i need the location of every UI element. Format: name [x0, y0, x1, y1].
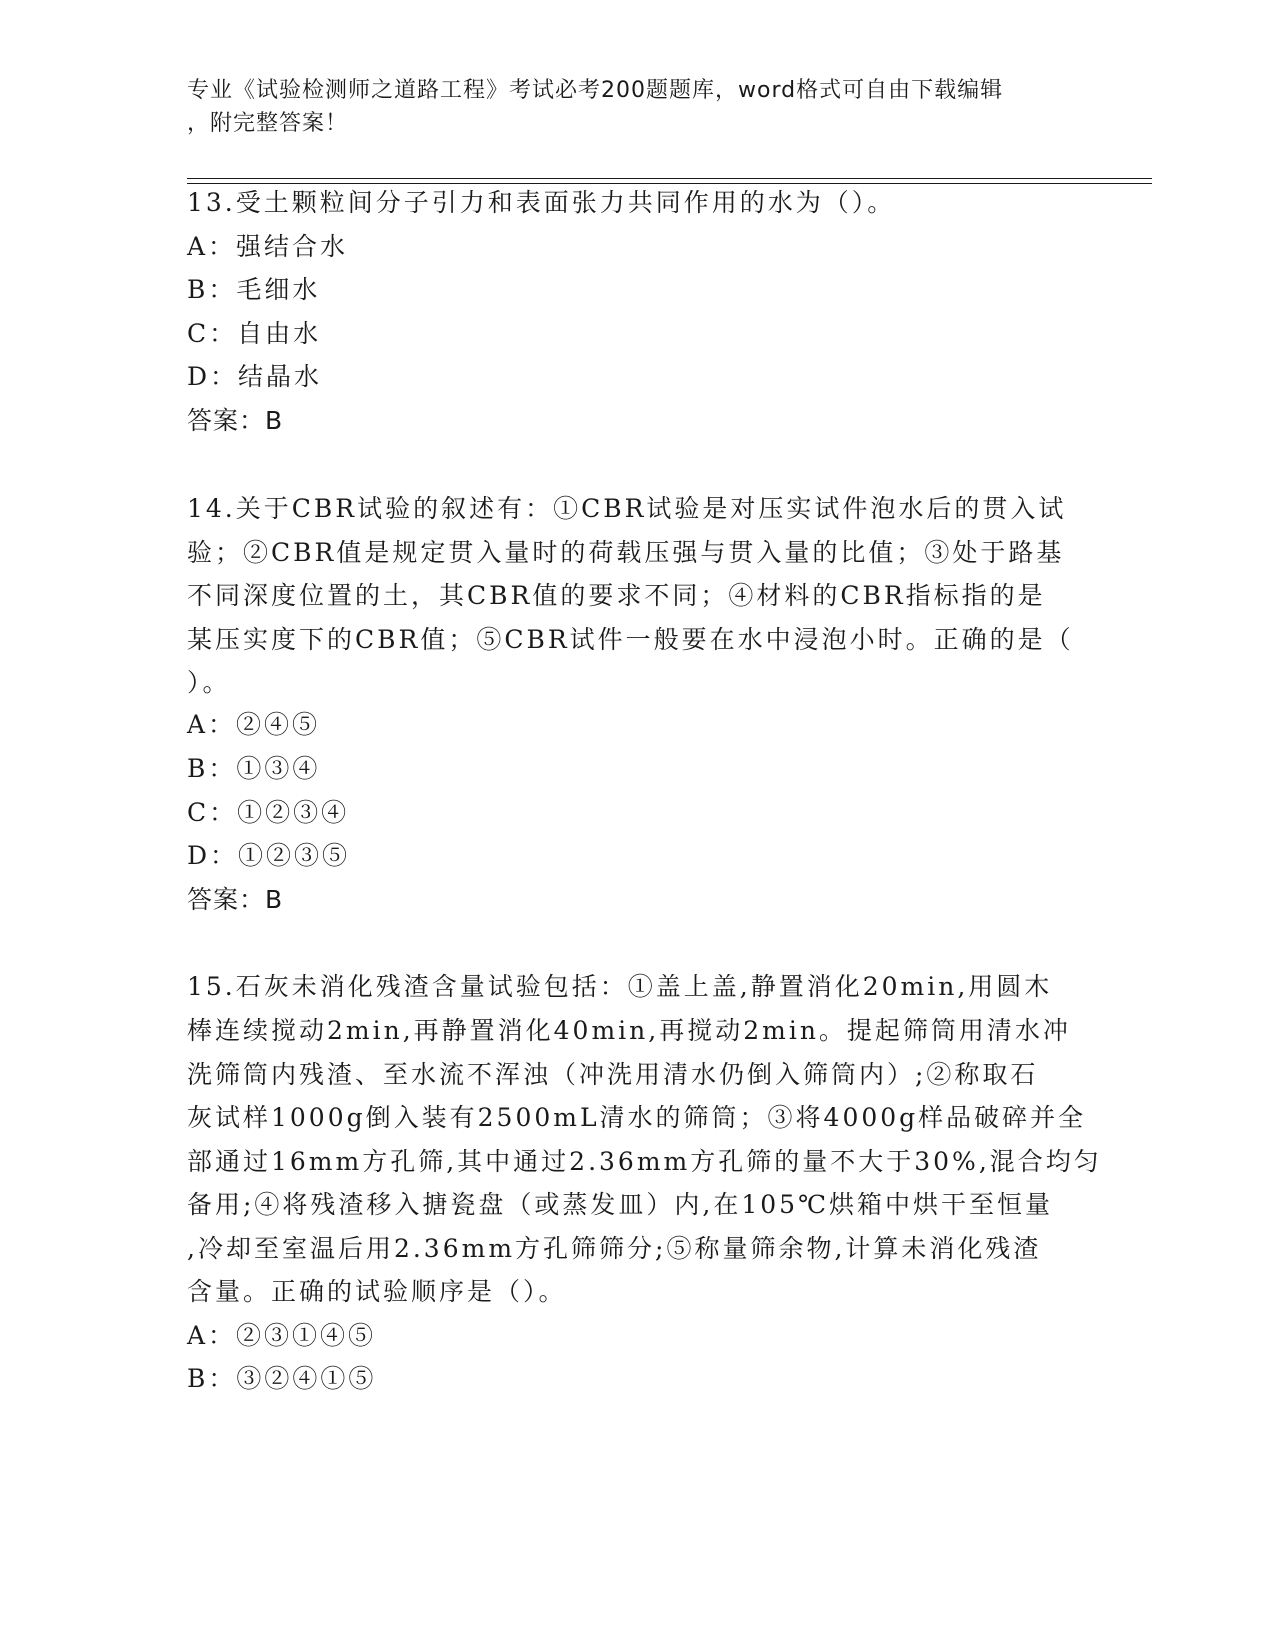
answer: 答案：B — [187, 885, 284, 914]
question-stem-line: ）。 — [187, 668, 231, 697]
option-b: B：①③④ — [187, 754, 321, 783]
option-d: D：结晶水 — [187, 362, 323, 391]
question-stem-line: 洗筛筒内残渣、至水流不浑浊（冲洗用清水仍倒入筛筒内）;②称取石 — [187, 1060, 1039, 1089]
page-header — [187, 74, 1067, 140]
option-b: B：毛细水 — [187, 275, 321, 304]
header-line-1: 专业《试验检测师之道路工程》考试必考200题题库，word格式可自由下载编辑 — [187, 78, 1004, 103]
question-stem-line: 备用;④将残渣移入搪瓷盘（或蒸发皿）内,在105℃烘箱中烘干至恒量 — [187, 1190, 1054, 1219]
option-c: C：自由水 — [187, 319, 322, 348]
question-stem-line: 部通过16mm方孔筛,其中通过2.36mm方孔筛的量不大于30%,混合均匀 — [187, 1147, 1102, 1176]
question-stem-line: 某压实度下的CBR值；⑤CBR试件一般要在水中浸泡小时。正确的是（ — [187, 625, 1074, 654]
question-stem-line: 验；②CBR值是规定贯入量时的荷载压强与贯入量的比值；③处于路基 — [187, 538, 1065, 567]
header-divider-bottom — [187, 183, 1152, 184]
question-stem-line: ,冷却至室温后用2.36mm方孔筛筛分;⑤称量筛余物,计算未消化残渣 — [187, 1234, 1042, 1263]
question-stem-line: 15.石灰未消化残渣含量试验包括：①盖上盖,静置消化20min,用圆木 — [187, 972, 1053, 1001]
question-stem-line: 灰试样1000g倒入装有2500mL清水的筛筒；③将4000g样品破碎并全 — [187, 1103, 1087, 1132]
option-c: C：①②③④ — [187, 798, 350, 827]
option-d: D：①②③⑤ — [187, 841, 351, 870]
header-divider-top — [187, 178, 1152, 179]
option-a: A：强结合水 — [187, 232, 349, 261]
header-line-2: ，附完整答案！ — [187, 111, 349, 136]
question-stem-line: 14.关于CBR试验的叙述有：①CBR试验是对压实试件泡水后的贯入试 — [187, 494, 1067, 523]
question-stem-line: 含量。正确的试验顺序是（）。 — [187, 1277, 567, 1306]
question-stem-line: 13.受土颗粒间分子引力和表面张力共同作用的水为（）。 — [187, 188, 896, 217]
answer: 答案：B — [187, 406, 284, 435]
question-stem-line: 不同深度位置的土，其CBR值的要求不同；④材料的CBR指标指的是 — [187, 581, 1046, 610]
option-a: A：②④⑤ — [187, 710, 321, 739]
question-stem-line: 棒连续搅动2min,再静置消化40min,再搅动2min。提起筛筒用清水冲 — [187, 1016, 1071, 1045]
option-b: B：③②④①⑤ — [187, 1364, 377, 1393]
option-a: A：②③①④⑤ — [187, 1321, 377, 1350]
